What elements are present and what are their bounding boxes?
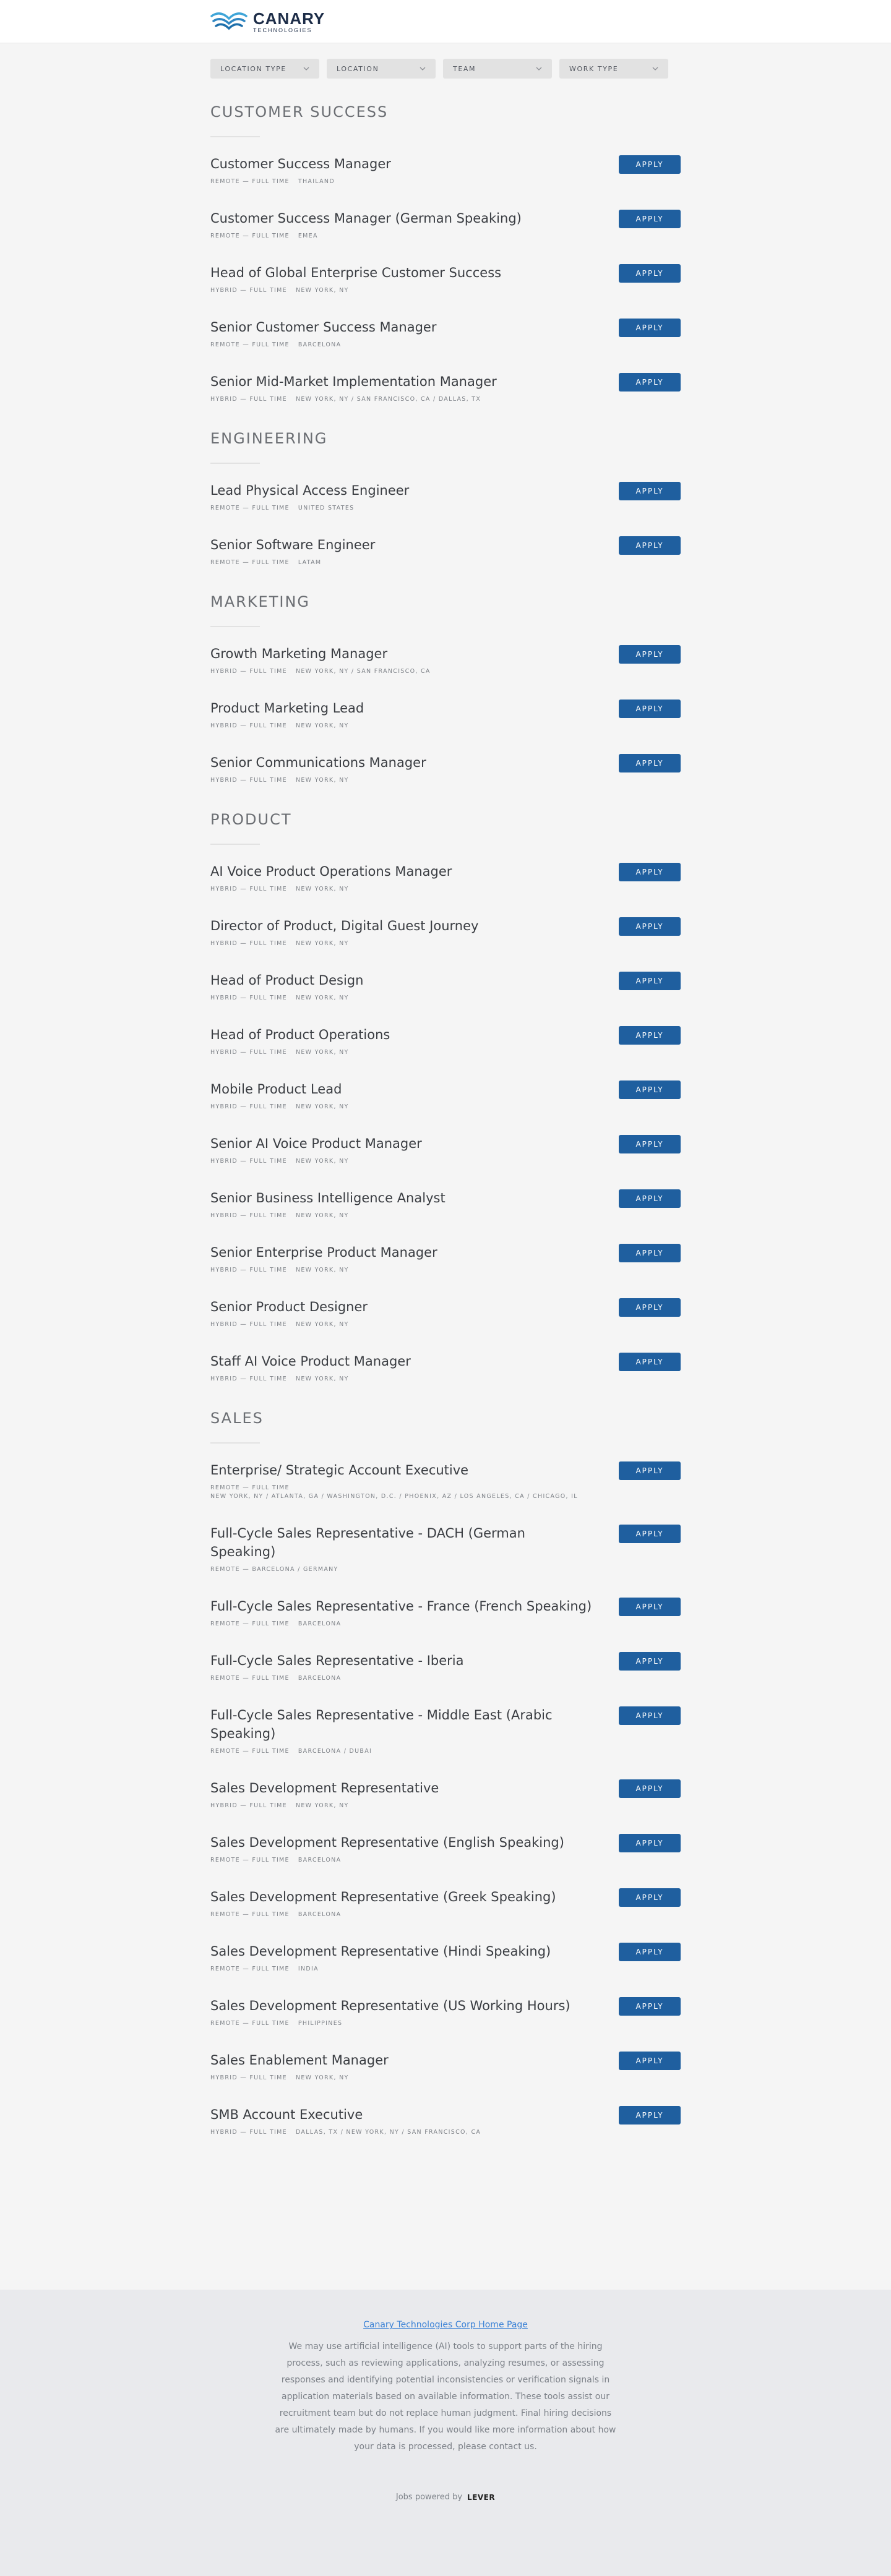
posting-info [210,1352,411,1384]
filter-bar [210,59,681,79]
posting-workplace-commitment: REMOTE — FULL TIME [210,1675,290,1682]
posting-meta [210,395,497,404]
posting-info [210,209,522,241]
posting-workplace-commitment: REMOTE — FULL TIME [210,233,290,239]
posting-title-link[interactable]: Lead Physical Access Engineer [210,483,410,498]
posting-row [210,1134,681,1166]
posting-meta [210,232,522,241]
posting-row [210,1888,681,1919]
posting-title-link[interactable]: Head of Product Design [210,973,364,988]
posting-workplace-commitment: REMOTE — FULL TIME [210,178,290,185]
posting-location: NEW YORK, NY [295,1802,349,1809]
apply-button[interactable]: APPLY [619,1779,681,1798]
apply-button[interactable]: APPLY [619,264,681,283]
posting-title-link[interactable]: Growth Marketing Manager [210,646,388,661]
posting-location: NEW YORK, NY [295,995,349,1001]
logo-subtitle: TECHNOLOGIES [253,27,312,33]
lever-logo[interactable]: LEVER [467,2493,496,2502]
chevron-down-icon [303,66,309,72]
posting-meta [210,1620,592,1628]
posting-meta [210,2019,570,2028]
apply-button[interactable]: APPLY [619,210,681,228]
posting-location: NEW YORK, NY [295,287,349,294]
filter-dropdown[interactable] [327,59,436,79]
posting-row [210,971,681,1003]
posting-title-link[interactable]: Senior Software Engineer [210,537,376,552]
filter-label: LOCATION [337,64,379,73]
posting-title-link[interactable]: Sales Development Representative (US Working Hours) [210,1998,570,2013]
posting-title-link[interactable]: Full-Cycle Sales Representative - DACH (German Speaking) [210,1526,525,1559]
posting-info [210,971,363,1003]
posting-location: BARCELONA [298,1675,342,1682]
posting-row [210,1461,681,1501]
group-divider [210,626,260,627]
posting-title-link[interactable]: Mobile Product Lead [210,1082,342,1097]
posting-location: NEW YORK, NY [295,777,349,784]
posting-meta [210,1565,594,1574]
apply-button[interactable]: APPLY [619,645,681,664]
posting-workplace-commitment: HYBRID — FULL TIME [210,777,287,784]
posting-location: LATAM [298,559,322,566]
apply-button[interactable]: APPLY [619,1189,681,1208]
posting-workplace-commitment: HYBRID — FULL TIME [210,940,287,947]
group-title: CUSTOMER SUCCESS [210,103,389,121]
posting-row [210,1706,681,1756]
job-listings [210,59,681,2137]
posting-location: BARCELONA [298,1620,342,1627]
apply-button[interactable]: APPLY [619,1706,681,1725]
posting-workplace-commitment: REMOTE — BARCELONA / GERMANY [210,1566,338,1573]
posting-meta [210,1375,411,1384]
posting-title-link[interactable]: Full-Cycle Sales Representative - Iberia [210,1653,464,1668]
posting-info [210,1080,349,1111]
posting-location: INDIA [298,1966,319,1972]
apply-button[interactable]: APPLY [619,917,681,936]
posting-info [210,1461,578,1501]
posting-info [210,917,478,948]
posting-row [210,1833,681,1865]
group-divider [210,844,260,845]
posting-groups [210,103,681,2137]
posting-workplace-commitment: REMOTE — FULL TIME [210,1857,290,1864]
posting-row [210,209,681,241]
apply-button[interactable]: APPLY [619,319,681,337]
posting-location: NEW YORK, NY [295,940,349,947]
chevron-down-icon [420,66,426,72]
group-title: PRODUCT [210,811,292,828]
company-logo[interactable] [210,11,325,33]
posting-location: NEW YORK, NY [295,2074,349,2081]
filter-label: LOCATION TYPE [220,64,286,73]
posting-title-link[interactable]: Senior Communications Manager [210,755,426,770]
posting-location: NEW YORK, NY / ATLANTA, GA / WASHINGTON, D.C. / PHOENIX, AZ / LOS ANGELES, CA / CHICAGO, IL [210,1493,578,1500]
posting-location: NEW YORK, NY [295,1321,349,1328]
group-divider [210,463,260,464]
posting-workplace-commitment: HYBRID — FULL TIME [210,1376,287,1382]
posting-workplace-commitment: HYBRID — FULL TIME [210,1103,287,1110]
posting-row [210,1651,681,1683]
posting-workplace-commitment: HYBRID — FULL TIME [210,1158,287,1165]
group-title: ENGINEERING [210,430,328,447]
apply-button[interactable]: APPLY [619,373,681,392]
posting-meta [210,178,391,186]
posting-info [210,644,431,676]
apply-button[interactable]: APPLY [619,1834,681,1852]
posting-title-link[interactable]: Senior AI Voice Product Manager [210,1136,422,1151]
posting-info [210,155,391,186]
posting-workplace-commitment: HYBRID — FULL TIME [210,1802,287,1809]
posting-workplace-commitment: REMOTE — FULL TIME [210,2020,290,2027]
posting-row [210,1779,681,1810]
posting-workplace-commitment: HYBRID — FULL TIME [210,287,287,294]
posting-workplace-commitment: REMOTE — FULL TIME [210,1966,290,1972]
posting-title-link[interactable]: Senior Product Designer [210,1299,368,1314]
posting-meta [210,1320,368,1329]
posting-location: NEW YORK, NY [295,1376,349,1382]
apply-button[interactable]: APPLY [619,1353,681,1371]
posting-row [210,536,681,567]
posting-title-link[interactable]: Director of Product, Digital Guest Journey [210,918,479,933]
posting-title-link[interactable]: Staff AI Voice Product Manager [210,1354,411,1369]
apply-button[interactable]: APPLY [619,1943,681,1961]
group-title: SALES [210,1410,264,1427]
posting-workplace-commitment: HYBRID — FULL TIME [210,2129,287,2136]
posting-title-link[interactable]: Full-Cycle Sales Representative - Middle East (Arabic Speaking) [210,1708,553,1741]
posting-row [210,1025,681,1057]
posting-workplace-commitment: HYBRID — FULL TIME [210,1212,287,1219]
posting-row [210,699,681,730]
posting-location: PHILIPPINES [298,2020,343,2027]
posting-info [210,1025,390,1057]
filter-dropdown[interactable] [559,59,668,79]
posting-title-link[interactable]: Head of Global Enterprise Customer Success [210,265,502,280]
filter-dropdown[interactable] [443,59,552,79]
posting-title-link[interactable]: Sales Development Representative (Hindi Speaking) [210,1944,551,1959]
posting-workplace-commitment: HYBRID — FULL TIME [210,886,287,892]
posting-workplace-commitment: HYBRID — FULL TIME [210,396,287,403]
apply-button[interactable]: APPLY [619,1135,681,1153]
apply-button[interactable]: APPLY [619,1080,681,1099]
posting-meta [210,1802,439,1810]
posting-meta [210,2128,481,2137]
posting-meta [210,286,501,295]
posting-row [210,1597,681,1628]
posting-info [210,1298,368,1329]
posting-info [210,1888,556,1919]
posting-location: UNITED STATES [298,505,355,511]
posting-info [210,481,409,513]
posting-meta [210,667,431,676]
posting-row [210,1189,681,1220]
posting-workplace-commitment: REMOTE — FULL TIME [210,1748,290,1755]
posting-location: NEW YORK, NY [295,886,349,892]
posting-title-link[interactable]: Sales Development Representative (Greek Speaking) [210,1889,556,1904]
posting-info [210,536,375,567]
posting-info [210,1524,594,1574]
posting-title-link[interactable]: Senior Customer Success Manager [210,320,437,335]
posting-meta [210,1747,594,1756]
posting-info [210,1706,594,1756]
posting-row [210,372,681,404]
posting-row [210,1524,681,1574]
powered-by-label: Jobs powered by [395,2493,463,2502]
posting-meta [210,558,375,567]
posting-meta [210,994,363,1003]
posting-info [210,1942,551,1974]
apply-button[interactable]: APPLY [619,863,681,881]
posting-meta [210,1212,446,1220]
posting-location: BARCELONA / DUBAI [298,1748,372,1755]
company-home-link[interactable]: Canary Technologies Corp Home Page [363,2320,528,2330]
posting-location: THAILAND [298,178,335,185]
filter-dropdown[interactable] [210,59,319,79]
posting-location: NEW YORK, NY / SAN FRANCISCO, CA [295,668,431,675]
posting-location: EMEA [298,233,318,239]
apply-button[interactable]: APPLY [619,1652,681,1671]
apply-button[interactable]: APPLY [619,1026,681,1045]
posting-row [210,1996,681,2028]
posting-info [210,1134,422,1166]
posting-row [210,1352,681,1384]
posting-meta [210,885,452,894]
posting-row [210,318,681,349]
posting-workplace-commitment: HYBRID — FULL TIME [210,668,287,675]
posting-location: BARCELONA [298,1857,342,1864]
posting-row [210,481,681,513]
posting-info [210,862,452,894]
posting-meta [210,722,364,730]
posting-info [210,699,364,730]
posting-workplace-commitment: HYBRID — FULL TIME [210,1049,287,1056]
posting-location: NEW YORK, NY / SAN FRANCISCO, CA / DALLAS, TX [295,396,481,403]
posting-title-link[interactable]: SMB Account Executive [210,2107,363,2122]
posting-workplace-commitment: HYBRID — FULL TIME [210,722,287,729]
posting-info [210,1189,446,1220]
posting-info [210,1779,439,1810]
apply-button[interactable]: APPLY [619,2106,681,2125]
apply-button[interactable]: APPLY [619,2052,681,2070]
posting-workplace-commitment: REMOTE — FULL TIME [210,1620,290,1627]
apply-button[interactable]: APPLY [619,972,681,990]
posting-meta [210,1674,464,1683]
posting-info [210,1833,564,1865]
apply-button[interactable]: APPLY [619,1298,681,1317]
posting-location: NEW YORK, NY [295,1103,349,1110]
posting-workplace-commitment: REMOTE — FULL TIME [210,1484,290,1491]
posting-info [210,372,497,404]
posting-location: NEW YORK, NY [295,722,349,729]
group-title: MARKETING [210,593,310,610]
posting-workplace-commitment: REMOTE — FULL TIME [210,559,290,566]
posting-location: BARCELONA [298,341,342,348]
posting-workplace-commitment: HYBRID — FULL TIME [210,1267,287,1273]
posting-meta [210,2074,389,2082]
posting-row [210,263,681,295]
posting-row [210,1942,681,1974]
posting-info [210,1243,437,1275]
posting-meta [210,1856,564,1865]
posting-meta [210,504,409,513]
logo-name: CANARY [253,9,325,28]
posting-row [210,644,681,676]
apply-button[interactable]: APPLY [619,1598,681,1616]
posting-group [210,103,681,404]
posting-info [210,1996,570,2028]
canary-logo-icon [210,11,248,32]
posting-title-link[interactable]: Senior Mid-Market Implementation Manager [210,374,497,389]
posting-title-link[interactable]: Enterprise/ Strategic Account Executive [210,1463,469,1478]
apply-button[interactable]: APPLY [619,700,681,718]
posting-row [210,917,681,948]
posting-location: NEW YORK, NY [295,1158,349,1165]
posting-row [210,2051,681,2082]
posting-group [210,811,681,1384]
apply-button[interactable]: APPLY [619,155,681,174]
posting-workplace-commitment: HYBRID — FULL TIME [210,2074,287,2081]
posting-info [210,753,426,785]
group-divider [210,136,260,137]
posting-meta [210,1266,437,1275]
filter-label: WORK TYPE [569,64,619,73]
posting-meta [210,1157,422,1166]
apply-button[interactable]: APPLY [619,536,681,555]
posting-title-link[interactable]: Sales Enablement Manager [210,2053,389,2068]
posting-info [210,2105,481,2137]
posting-meta [210,1484,578,1501]
posting-workplace-commitment: REMOTE — FULL TIME [210,341,290,348]
apply-button[interactable]: APPLY [619,482,681,500]
apply-button[interactable]: APPLY [619,754,681,772]
posting-meta [210,939,478,948]
posting-workplace-commitment: HYBRID — FULL TIME [210,995,287,1001]
posting-meta [210,776,426,785]
posting-row [210,1080,681,1111]
chevron-down-icon [652,66,658,72]
posting-location: NEW YORK, NY [295,1049,349,1056]
powered-by [272,2493,619,2502]
posting-meta [210,341,437,349]
posting-meta [210,1103,349,1111]
posting-title-link[interactable]: Customer Success Manager [210,156,391,171]
posting-workplace-commitment: HYBRID — FULL TIME [210,1321,287,1328]
posting-location: BARCELONA [298,1911,342,1918]
posting-group [210,593,681,785]
posting-row [210,753,681,785]
posting-workplace-commitment: REMOTE — FULL TIME [210,505,290,511]
posting-row [210,862,681,894]
chevron-down-icon [536,66,542,72]
posting-title-link[interactable]: Senior Business Intelligence Analyst [210,1191,446,1205]
posting-title-link[interactable]: Product Marketing Lead [210,701,364,716]
apply-button[interactable]: APPLY [619,1997,681,2016]
posting-group [210,430,681,567]
footer [0,2290,891,2576]
posting-info [210,318,437,349]
posting-location: NEW YORK, NY [295,1267,349,1273]
posting-location: DALLAS, TX / NEW YORK, NY / SAN FRANCISCO, CA [295,2129,481,2136]
posting-row [210,155,681,186]
posting-group [210,1410,681,2137]
apply-button[interactable]: APPLY [619,1525,681,1543]
apply-button[interactable]: APPLY [619,1461,681,1480]
posting-row [210,1298,681,1329]
group-divider [210,1442,260,1444]
posting-title-link[interactable]: AI Voice Product Operations Manager [210,864,452,879]
posting-info [210,1651,464,1683]
posting-row [210,2105,681,2137]
ai-disclosure-text: We may use artificial intelligence (AI) tools to support parts of the hiring process, such as reviewing applications, analyzing resumes, or assessing responses and identifying potential inconsistencies or verification signals in application materials based on available information. These tools assist our recruitment team but do not replace human judgment. Final hiring decisions are ultimately made by humans. If you would like more information about how your data is processed, please contact us. [275,2342,616,2452]
posting-title-link[interactable]: Senior Enterprise Product Manager [210,1245,437,1260]
posting-title-link[interactable]: Sales Development Representative [210,1781,439,1795]
apply-button[interactable]: APPLY [619,1244,681,1262]
posting-row [210,1243,681,1275]
posting-title-link[interactable]: Customer Success Manager (German Speaking) [210,211,522,226]
posting-location: NEW YORK, NY [295,1212,349,1219]
posting-title-link[interactable]: Head of Product Operations [210,1027,390,1042]
posting-info [210,2051,389,2082]
posting-meta [210,1911,556,1919]
posting-meta [210,1965,551,1974]
posting-workplace-commitment: REMOTE — FULL TIME [210,1911,290,1918]
top-bar [0,0,891,43]
posting-title-link[interactable]: Full-Cycle Sales Representative - France (French Speaking) [210,1599,592,1614]
posting-info [210,263,501,295]
posting-title-link[interactable]: Sales Development Representative (English Speaking) [210,1835,564,1850]
posting-meta [210,1048,390,1057]
apply-button[interactable]: APPLY [619,1888,681,1907]
posting-info [210,1597,592,1628]
filter-label: TEAM [453,64,476,73]
